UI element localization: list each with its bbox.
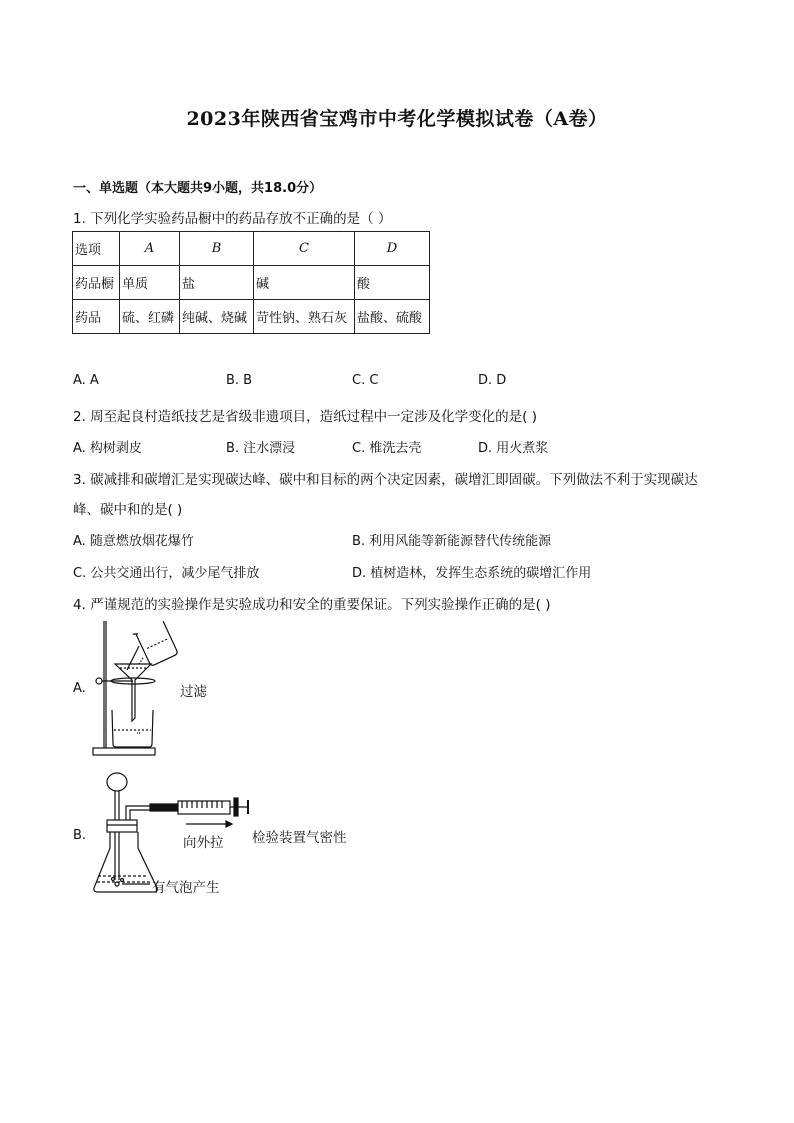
question-1-table bbox=[72, 231, 430, 334]
q3-option-a[interactable]: A. 随意燃放烟花爆竹 bbox=[73, 534, 194, 549]
table-cell: D bbox=[355, 232, 430, 266]
table-cell: 酸 bbox=[355, 266, 430, 300]
q2-option-d[interactable]: D. 用火煮浆 bbox=[478, 441, 549, 456]
question-4-stem: 4. 严谨规范的实验操作是实验成功和安全的重要保证。下列实验操作正确的是( ) bbox=[73, 597, 551, 613]
table-cell: 纯碱、烧碱 bbox=[180, 300, 254, 334]
question-1-stem: 1. 下列化学实验药品橱中的药品存放不正确的是（ ） bbox=[73, 211, 392, 227]
q1-option-b[interactable]: B. B bbox=[226, 373, 253, 388]
table-cell: 药品橱 bbox=[73, 266, 120, 300]
table-cell: 碱 bbox=[254, 266, 355, 300]
table-cell: 盐酸、硫酸 bbox=[355, 300, 430, 334]
q1-option-a[interactable]: A. A bbox=[73, 373, 99, 388]
q2-option-b[interactable]: B. 注水漂浸 bbox=[226, 441, 296, 456]
q1-option-c[interactable]: C. C bbox=[352, 373, 379, 388]
bubbles-label: 有气泡产生 bbox=[152, 880, 220, 896]
table-cell: 药品 bbox=[73, 300, 120, 334]
pull-outward-label: 向外拉 bbox=[183, 835, 224, 851]
q3-option-d[interactable]: D. 植树造林，发挥生态系统的碳增汇作用 bbox=[352, 566, 592, 581]
q3-option-b[interactable]: B. 利用风能等新能源替代传统能源 bbox=[352, 534, 552, 549]
table-cell: C bbox=[254, 232, 355, 266]
table-cell: B bbox=[180, 232, 254, 266]
table-row bbox=[73, 266, 430, 300]
question-2-stem: 2. 周至起良村造纸技艺是省级非遗项目，造纸过程中一定涉及化学变化的是( ) bbox=[73, 409, 537, 425]
question-3-stem-line1: 3. 碳减排和碳增汇是实现碳达峰、碳中和目标的两个决定因素，碳增汇即固碳。下列做法不利于实现碳达 bbox=[73, 472, 698, 488]
q2-option-c[interactable]: C. 椎洗去壳 bbox=[352, 441, 422, 456]
section-heading: 一、单选题（本大题共9小题，共18.0分） bbox=[73, 181, 323, 196]
filtration-apparatus-figure bbox=[85, 618, 195, 760]
table-row bbox=[73, 300, 430, 334]
table-cell: A bbox=[120, 232, 180, 266]
q3-option-c[interactable]: C. 公共交通出行，减少尾气排放 bbox=[73, 566, 260, 581]
table-cell: 选项 bbox=[73, 232, 120, 266]
q2-option-a[interactable]: A. 构树剥皮 bbox=[73, 441, 142, 456]
table-cell: 盐 bbox=[180, 266, 254, 300]
table-cell: 单质 bbox=[120, 266, 180, 300]
table-cell: 硫、红磷 bbox=[120, 300, 180, 334]
filtration-label: 过滤 bbox=[180, 684, 207, 700]
q4-option-a-letter[interactable]: A. bbox=[73, 681, 86, 696]
page-title: 2023年陕西省宝鸡市中考化学模拟试卷（A卷） bbox=[186, 108, 608, 130]
airtightness-label: 检验装置气密性 bbox=[252, 830, 347, 846]
q1-option-d[interactable]: D. D bbox=[478, 373, 507, 388]
table-cell: 苛性钠、熟石灰 bbox=[254, 300, 355, 334]
table-header-row bbox=[73, 232, 430, 266]
question-3-stem-line2: 峰、碳中和的是( ) bbox=[73, 502, 183, 518]
q4-option-b-letter[interactable]: B. bbox=[73, 828, 87, 843]
